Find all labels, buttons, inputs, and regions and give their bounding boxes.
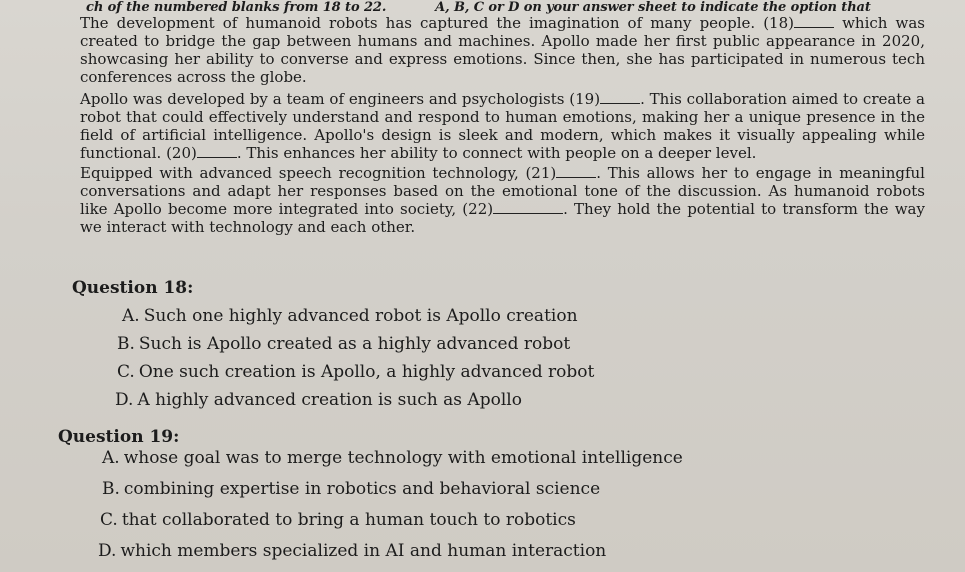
blank-18 xyxy=(794,15,834,28)
instruction-right: A, B, C or D on your answer sheet to indicate the option that xyxy=(435,0,871,15)
p1-text-b: which was created to bridge the gap between humans and machines. Apollo made her first public appearance in 2020, showcasing her ability to converse and express emotions. Since then, she has participated in numerous tech conferences across the globe. xyxy=(80,14,925,86)
q19-option-c[interactable] xyxy=(100,510,576,530)
p2-text-c: . This enhances her ability to connect with people on a deeper level. xyxy=(236,144,757,162)
question-18-label: Question 18: xyxy=(72,278,194,298)
option-text: Such is Apollo created as a highly advanced robot xyxy=(138,334,571,354)
option-letter: D. xyxy=(115,390,134,410)
paragraph-3 xyxy=(80,164,925,236)
q18-option-d[interactable] xyxy=(115,390,522,410)
option-letter: B. xyxy=(117,334,135,354)
option-text: which members specialized in AI and human interaction xyxy=(120,541,607,561)
p2-text-a: Apollo was developed by a team of engineers and psychologists (19) xyxy=(80,90,601,108)
option-text: Such one highly advanced robot is Apollo creation xyxy=(143,306,578,326)
option-letter: D. xyxy=(98,541,117,561)
p3-text-b: . This allows her to engage in meaningful conversations and adapt her responses based on the emotional tone of the discussion. As humanoid robots like Apollo become more integrated into society, (22) xyxy=(80,164,925,218)
p1-text-a: The development of humanoid robots has captured the imagination of many people. (18) xyxy=(80,14,794,32)
option-letter: A. xyxy=(122,306,140,326)
blank-19 xyxy=(600,91,640,104)
q19-option-d[interactable] xyxy=(98,541,606,561)
q18-option-a[interactable] xyxy=(122,306,578,326)
p3-text-a: Equipped with advanced speech recognition technology, (21) xyxy=(80,164,557,182)
option-text: whose goal was to merge technology with emotional intelligence xyxy=(123,448,683,468)
q19-option-a[interactable] xyxy=(102,448,683,468)
option-text: One such creation is Apollo, a highly advanced robot xyxy=(138,362,595,382)
option-letter: B. xyxy=(102,479,120,499)
instruction-header xyxy=(86,0,946,15)
option-text: combining expertise in robotics and behavioral science xyxy=(123,479,601,499)
blank-22 xyxy=(493,201,563,214)
option-text: A highly advanced creation is such as Apollo xyxy=(137,390,522,410)
p3-text-c: . They hold the potential to transform the way we interact with technology and each other. xyxy=(80,200,925,236)
paragraph-2 xyxy=(80,90,925,162)
q18-option-c[interactable] xyxy=(117,362,594,382)
option-letter: C. xyxy=(117,362,135,382)
blank-20 xyxy=(197,145,237,158)
blank-21 xyxy=(556,165,596,178)
q18-option-b[interactable] xyxy=(117,334,570,354)
option-letter: C. xyxy=(100,510,118,530)
option-text: that collaborated to bring a human touch to robotics xyxy=(121,510,576,530)
q19-option-b[interactable] xyxy=(102,479,600,499)
option-letter: A. xyxy=(102,448,120,468)
reading-passage xyxy=(80,14,925,238)
p2-text-b: . This collaboration aimed to create a robot that could effectively understand and respond to human emotions, making her a unique presence in the field of artificial intelligence. Apollo's design is sleek and modern, which makes it visually appealing while functional. (20) xyxy=(80,90,925,162)
instruction-fragment: ch of the numbered blanks from 18 to 22. xyxy=(86,0,387,15)
question-19-label: Question 19: xyxy=(58,427,180,447)
paragraph-1 xyxy=(80,14,925,86)
